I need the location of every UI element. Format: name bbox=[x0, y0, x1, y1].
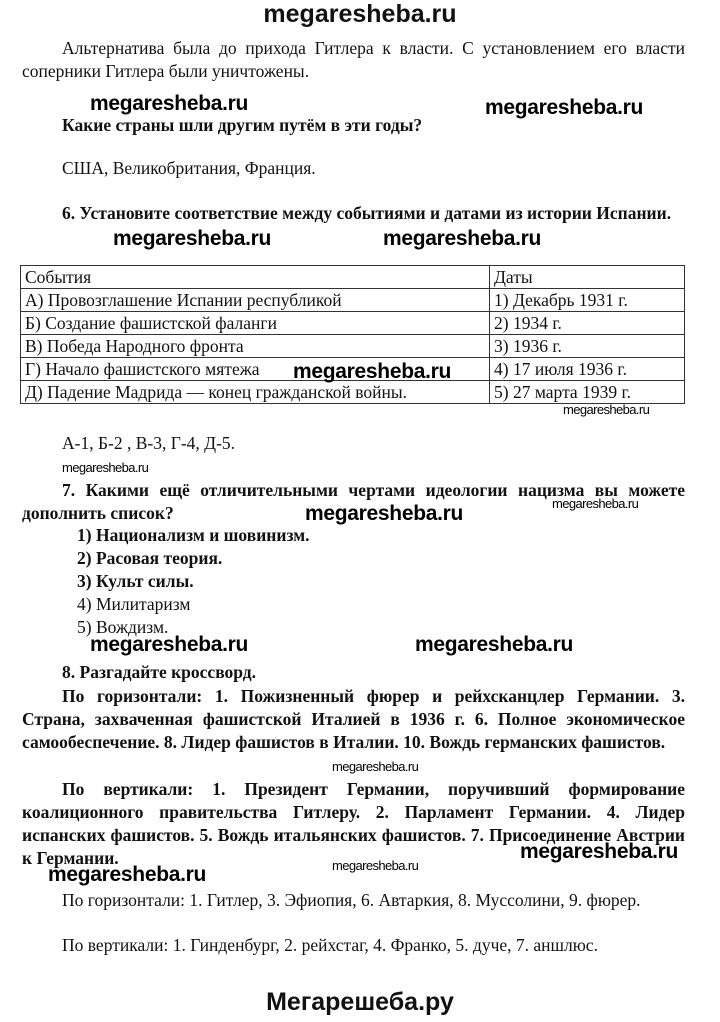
watermark: megaresheba.ru bbox=[293, 360, 452, 383]
answer-other-path: США, Великобритания, Франция. bbox=[62, 158, 316, 178]
answer-6: А-1, Б-2 , В-3, Г-4, Д-5. bbox=[62, 433, 236, 453]
list-item: 3) Культ силы. bbox=[77, 571, 194, 591]
date-cell: 3) 1936 г. bbox=[490, 335, 685, 358]
list-7 bbox=[77, 524, 310, 639]
answer-across: По горизонтали: 1. Гитлер, 3. Эфиопия, 6. Автаркия, 8. Муссолини, 9. фюрер. bbox=[62, 890, 641, 910]
watermark: megaresheba.ru bbox=[90, 633, 249, 656]
event-cell: Б) Создание фашистской фаланги bbox=[21, 312, 490, 335]
date-cell: 5) 27 марта 1939 г. bbox=[490, 381, 685, 404]
watermark: megaresheba.ru bbox=[563, 402, 650, 417]
table-row bbox=[21, 335, 685, 358]
watermark: megaresheba.ru bbox=[332, 858, 419, 873]
table-header: Даты bbox=[490, 266, 685, 289]
watermark: megaresheba.ru bbox=[552, 496, 639, 511]
site-header: megaresheba.ru bbox=[263, 0, 457, 28]
question-other-path: Какие страны шли другим путём в эти годы? bbox=[62, 115, 423, 135]
watermark: megaresheba.ru bbox=[332, 759, 419, 774]
list-item: 4) Милитаризм bbox=[77, 594, 191, 614]
event-cell: Г) Начало фашистского мятежа bbox=[21, 358, 490, 381]
table-header-row bbox=[21, 266, 685, 289]
watermark: megaresheba.ru bbox=[520, 840, 679, 863]
event-cell: А) Провозглашение Испании республикой bbox=[21, 289, 490, 312]
watermark: megaresheba.ru bbox=[485, 96, 644, 119]
watermark: megaresheba.ru bbox=[48, 863, 207, 886]
crossword-down-clues: По вертикали: 1. Президент Германии, поручивший формирование коалиционного правительства Гитлеру. 2. Парламент Германии. 4. Лидер испанских фашистов. 5. Вождь итальянских фашистов. 7. Присоединение Австрии к Германии. bbox=[22, 779, 685, 868]
watermark: megaresheba.ru bbox=[305, 502, 464, 525]
event-cell: Д) Падение Мадрида — конец гражданской войны. bbox=[21, 381, 490, 404]
watermark: megaresheba.ru bbox=[415, 633, 574, 656]
list-item: 1) Национализм и шовинизм. bbox=[77, 525, 310, 545]
task-6-heading: 6. Установите соответствие между событиями и датами из истории Испании. bbox=[62, 203, 672, 223]
paragraph-alternative: Альтернатива была до прихода Гитлера к власти. С установлением его власти соперники Гитлера были уничтожены. bbox=[22, 38, 685, 81]
crossword-across-clues: По горизонтали: 1. Пожизненный фюрер и рейхсканцлер Германии. 3. Страна, захваченная фашистской Италией в 1936 г. 6. Полное экономическое самообеспечение. 8. Лидер фашистов в Италии. 10. Вождь германских фашистов. bbox=[22, 686, 685, 752]
watermark: megaresheba.ru bbox=[113, 227, 272, 250]
date-cell: 2) 1934 г. bbox=[490, 312, 685, 335]
date-cell: 4) 17 июля 1936 г. bbox=[490, 358, 685, 381]
task-7-heading: 7. Какими ещё отличительными чертами идеологии нацизма вы можете дополнить список? bbox=[22, 480, 685, 523]
watermark: megaresheba.ru bbox=[90, 92, 249, 115]
table-row bbox=[21, 289, 685, 312]
list-item: 5) Вождизм. bbox=[77, 617, 169, 637]
answer-down: По вертикали: 1. Гинденбург, 2. рейхстаг, 4. Франко, 5. дуче, 7. аншлюс. bbox=[62, 935, 598, 955]
task-8-heading: 8. Разгадайте кроссворд. bbox=[62, 662, 257, 682]
table-row bbox=[21, 312, 685, 335]
site-footer: Мегарешеба.ру bbox=[266, 988, 454, 1016]
table-header: События bbox=[21, 266, 490, 289]
list-item: 2) Расовая теория. bbox=[77, 548, 223, 568]
date-cell: 1) Декабрь 1931 г. bbox=[490, 289, 685, 312]
watermark: megaresheba.ru bbox=[62, 460, 149, 475]
watermark: megaresheba.ru bbox=[383, 227, 542, 250]
event-cell: В) Победа Народного фронта bbox=[21, 335, 490, 358]
